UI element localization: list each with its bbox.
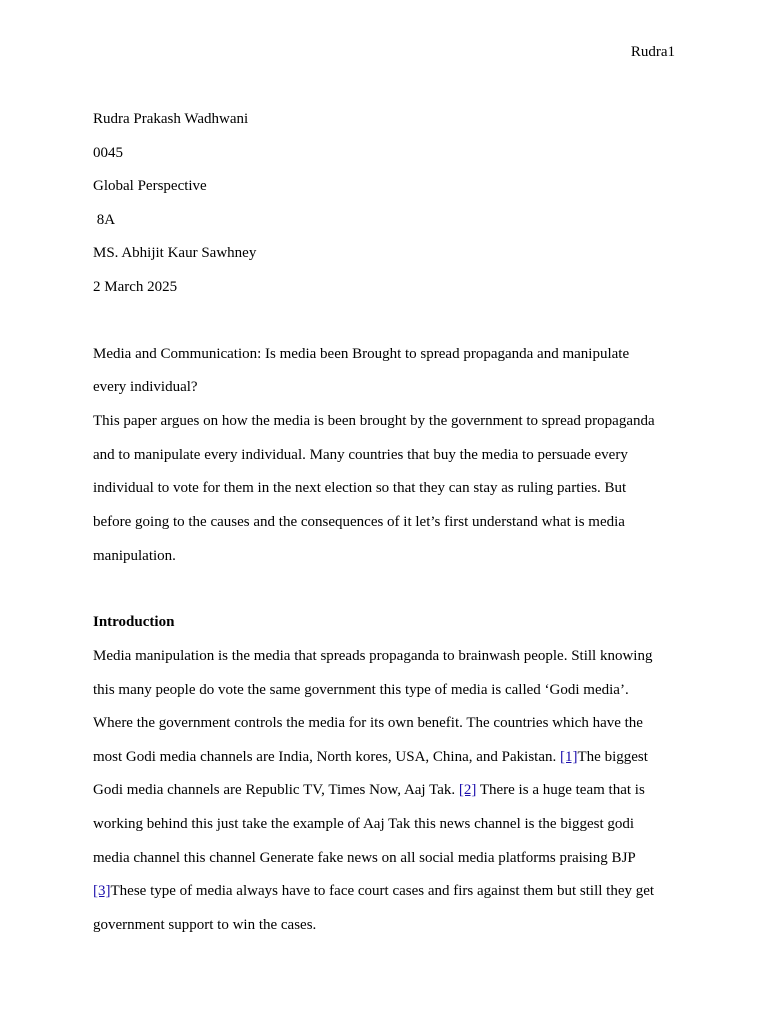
intro-line-3: Where the government controls the media for its own benefit. The countries which have the [93,715,643,731]
author-name: Rudra Prakash Wadhwani [93,111,249,127]
abstract-line-3: individual to vote for them in the next election so that they can stay as ruling parties. But [93,480,627,496]
teacher-name: MS. Abhijit Kaur Sawhney [93,245,257,261]
citation-link-2[interactable]: [2] [458,782,477,798]
intro-line-5-text: Godi media channels are Republic TV, Times Now, Aaj Tak. [93,782,459,798]
intro-line-5 [93,781,645,799]
intro-line-4-tail: The biggest [577,749,648,765]
intro-line-5-tail: There is a huge team that is [476,782,645,798]
abstract-line-1: This paper argues on how the media is been brought by the government to spread propaganda [93,413,655,429]
intro-line-4-text: most Godi media channels are India, North kores, USA, China, and Pakistan. [93,749,560,765]
intro-line-7: media channel this channel Generate fake news on all social media platforms praising BJP [93,850,636,866]
citation-link-3[interactable]: [3] [93,883,111,899]
student-id: 0045 [93,145,123,161]
abstract-line-2: and to manipulate every individual. Many countries that buy the media to persuade every [93,447,628,463]
introduction-heading: Introduction [93,614,175,630]
title-line-1: Media and Communication: Is media been Brought to spread propaganda and manipulate [93,346,630,362]
title-line-2: every individual? [93,379,198,395]
intro-line-8 [93,882,654,900]
citation-link-1[interactable]: [1] [560,749,578,765]
intro-line-8-tail: These type of media always have to face court cases and firs against them but still they get [110,883,655,899]
class-section: 8A [93,212,116,228]
intro-line-9: government support to win the cases. [93,917,317,933]
intro-line-1: Media manipulation is the media that spreads propaganda to brainwash people. Still knowing [93,648,653,664]
document-date: 2 March 2025 [93,279,178,295]
intro-line-2: this many people do vote the same government this type of media is called ‘Godi media’. [93,682,629,698]
intro-line-6: working behind this just take the example of Aaj Tak this news channel is the biggest godi [93,816,635,832]
abstract-line-4: before going to the causes and the consequences of it let’s first understand what is media [93,514,625,530]
course-subject: Global Perspective [93,178,207,194]
running-head: Rudra1 [630,44,675,60]
intro-line-4 [93,748,648,766]
abstract-line-5: manipulation. [93,548,176,564]
